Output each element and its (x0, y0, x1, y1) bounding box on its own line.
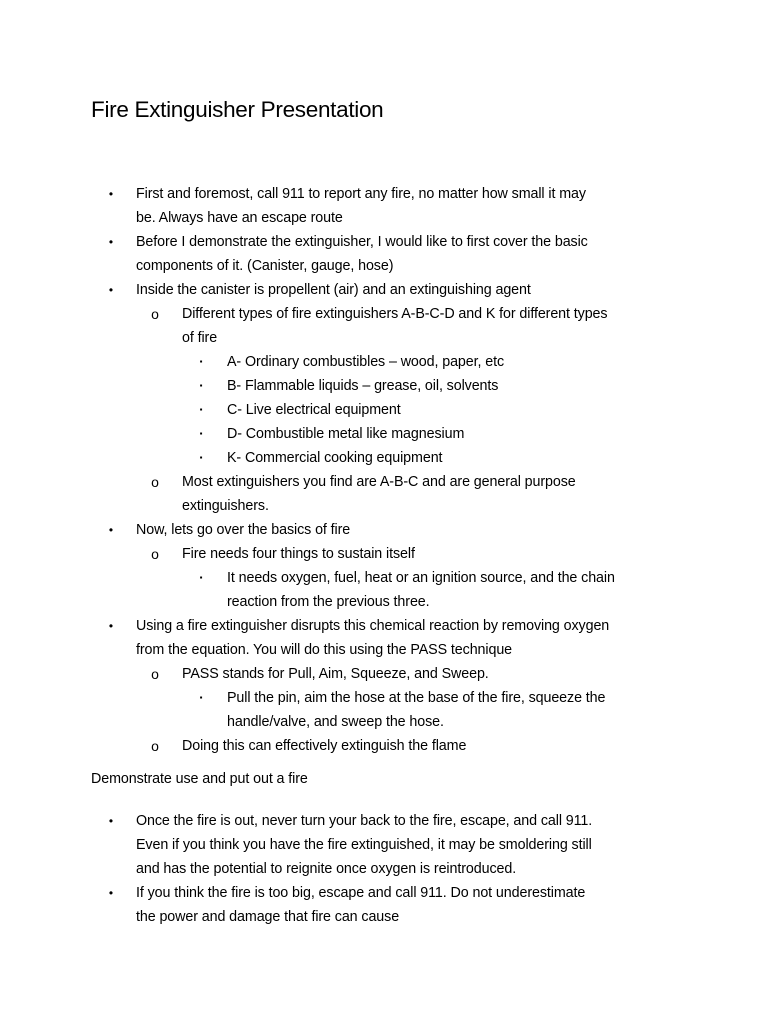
bullet-dot: • (108, 886, 114, 900)
bullet-square: ▪ (199, 405, 203, 414)
bullet-square: ▪ (199, 381, 203, 390)
list-item-line: Different types of fire extinguishers A-B-C-D and K for different types (182, 306, 608, 322)
bullet-circle: o (151, 666, 159, 682)
list-item-line: Using a fire extinguisher disrupts this chemical reaction by removing oxygen (136, 618, 610, 634)
list-item-line: B- Flammable liquids – grease, oil, solvents (227, 378, 499, 394)
list-item-line: from the equation. You will do this using the PASS technique (136, 642, 513, 658)
list-item-line: reaction from the previous three. (227, 594, 430, 610)
list-item-line: If you think the fire is too big, escape and call 911. Do not underestimate (136, 885, 586, 901)
paragraph-line: Demonstrate use and put out a fire (91, 771, 308, 787)
bullet-circle: o (151, 546, 159, 562)
bullet-dot: • (108, 283, 114, 297)
list-item-line: Before I demonstrate the extinguisher, I would like to first cover the basic (136, 234, 588, 250)
list-item-line: Now, lets go over the basics of fire (136, 522, 351, 538)
list-item-line: A- Ordinary combustibles – wood, paper, etc (227, 354, 505, 370)
bullet-square: ▪ (199, 453, 203, 462)
list-item-line: Even if you think you have the fire extinguished, it may be smoldering still (136, 837, 592, 853)
bullet-square: ▪ (199, 429, 203, 438)
list-item-line: extinguishers. (182, 498, 269, 514)
bullet-dot: • (108, 187, 114, 201)
list-item-line: Pull the pin, aim the hose at the base of the fire, squeeze the (227, 690, 606, 706)
list-item-line: be. Always have an escape route (136, 210, 343, 226)
list-item-line: D- Combustible metal like magnesium (227, 426, 465, 442)
list-item-line: Fire needs four things to sustain itself (182, 546, 415, 562)
list-item-line: components of it. (Canister, gauge, hose) (136, 258, 394, 274)
list-item-line: of fire (182, 330, 218, 346)
bullet-circle: o (151, 738, 159, 754)
bullet-dot: • (108, 619, 114, 633)
list-item-line: It needs oxygen, fuel, heat or an ignition source, and the chain (227, 570, 615, 586)
bullet-dot: • (108, 235, 114, 249)
bullet-circle: o (151, 474, 159, 490)
bullet-circle: o (151, 306, 159, 322)
bullet-square: ▪ (199, 357, 203, 366)
list-item-line: the power and damage that fire can cause (136, 909, 400, 925)
list-item-line: Inside the canister is propellent (air) and an extinguishing agent (136, 282, 531, 298)
bullet-square: ▪ (199, 693, 203, 702)
bullet-dot: • (108, 814, 114, 828)
list-item-line: First and foremost, call 911 to report any fire, no matter how small it may (136, 186, 586, 202)
bullet-dot: • (108, 523, 114, 537)
list-item-line: and has the potential to reignite once oxygen is reintroduced. (136, 861, 517, 877)
list-item-line: Most extinguishers you find are A-B-C and are general purpose (182, 474, 576, 490)
bullet-square: ▪ (199, 573, 203, 582)
list-item-line: Doing this can effectively extinguish the flame (182, 738, 467, 754)
list-item-line: handle/valve, and sweep the hose. (227, 714, 444, 730)
list-item-line: C- Live electrical equipment (227, 402, 401, 418)
list-item-line: Once the fire is out, never turn your back to the fire, escape, and call 911. (136, 813, 593, 829)
document-title: Fire Extinguisher Presentation (91, 97, 384, 122)
list-item-line: K- Commercial cooking equipment (227, 450, 443, 466)
list-item-line: PASS stands for Pull, Aim, Squeeze, and Sweep. (182, 666, 489, 682)
